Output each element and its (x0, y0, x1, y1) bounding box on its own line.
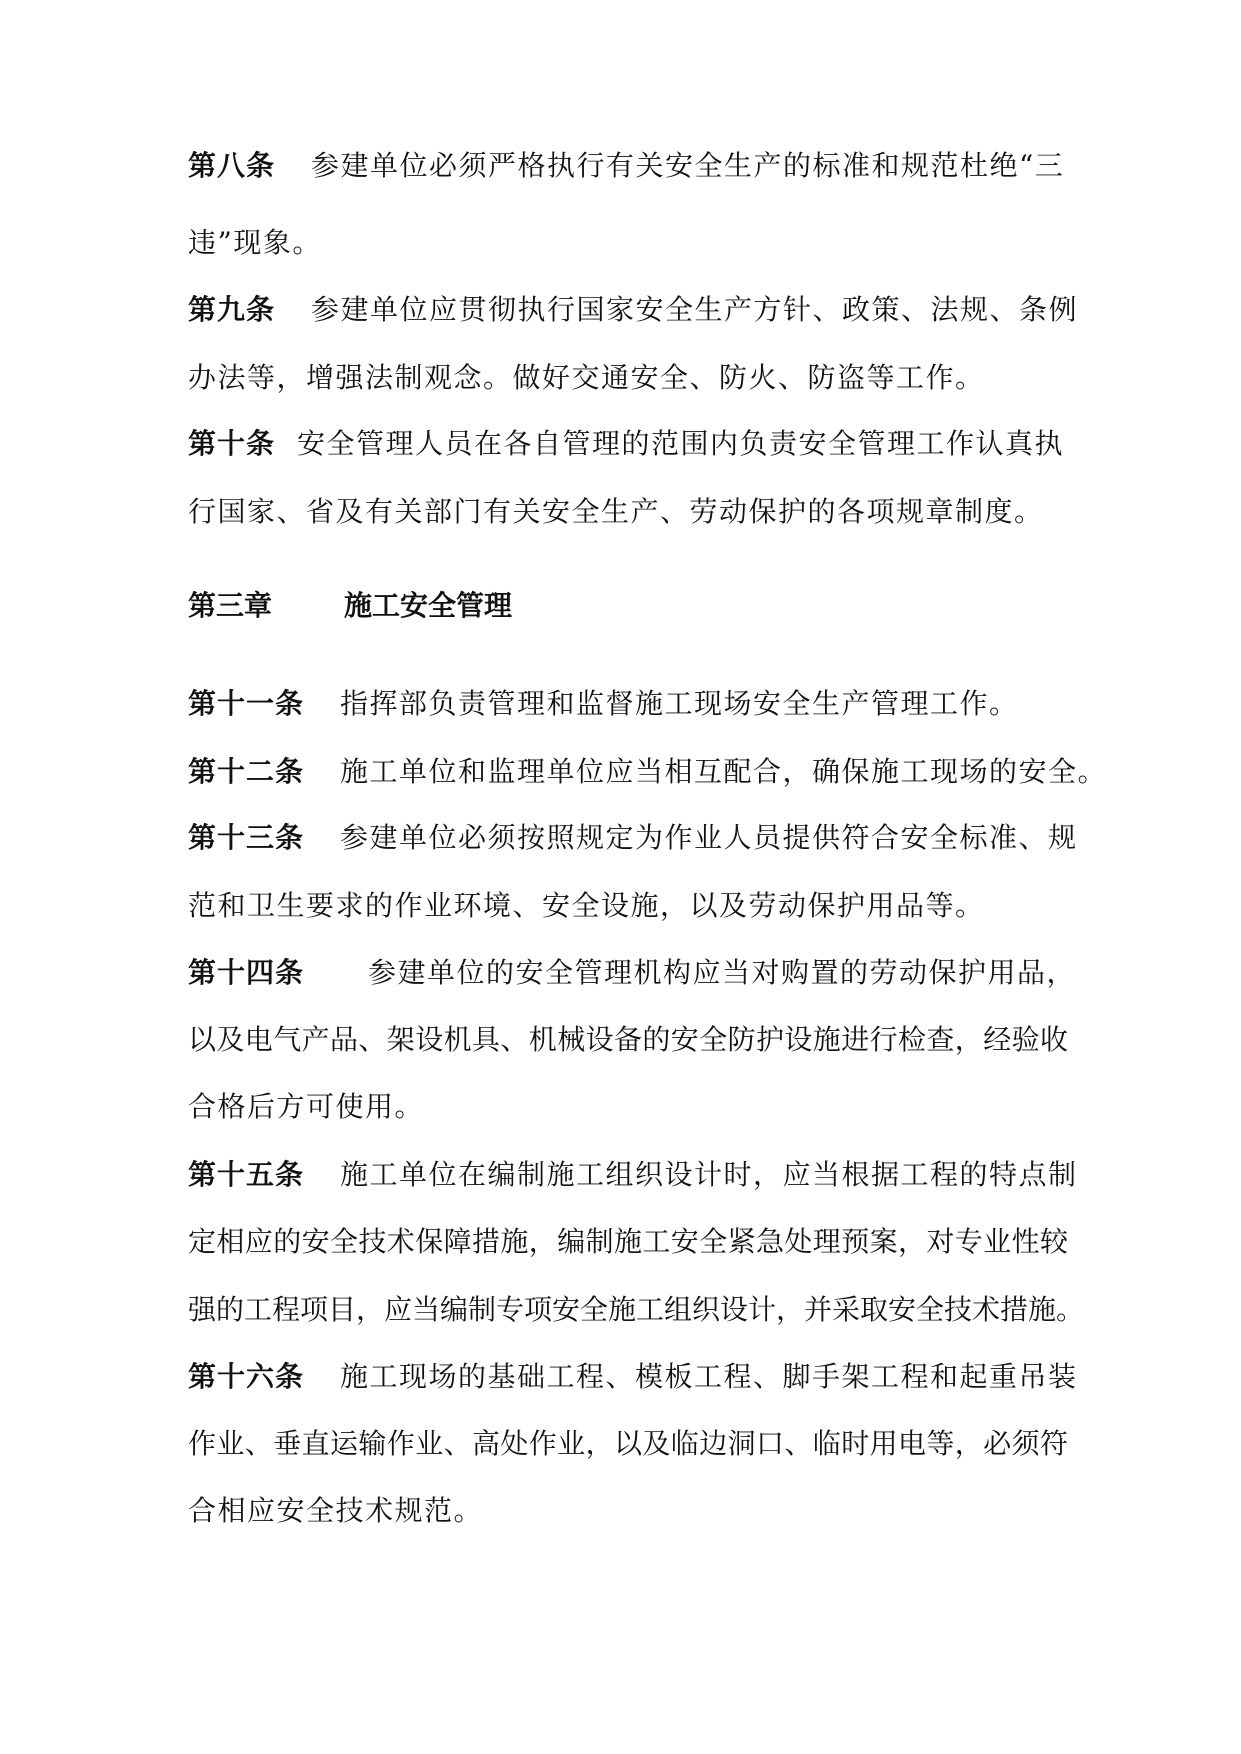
article-text: 参建单位必须按照规定为作业人员提供符合安全标准、规 (340, 821, 1078, 854)
article-8-line-1 (188, 146, 1078, 186)
article-label: 第十一条 (188, 687, 305, 720)
article-text: 行国家、省及有关部门有关安全生产、劳动保护的各项规章制度。 (188, 495, 1044, 528)
article-9-line-1 (188, 290, 1078, 330)
article-15-line-2 (188, 1222, 1078, 1262)
article-16-line-3 (188, 1491, 1078, 1531)
article-text: 以及电气产品、架设机具、机械设备的安全防护设施进行检查，经验收 (188, 1023, 1069, 1056)
chapter-heading (188, 586, 1078, 626)
article-14-line-2 (188, 1020, 1078, 1060)
article-label: 第十条 (188, 427, 276, 460)
article-label: 第九条 (188, 293, 276, 326)
article-10-line-2 (188, 492, 1078, 532)
article-label: 第十六条 (188, 1360, 305, 1393)
article-16-line-1 (188, 1357, 1078, 1397)
article-text: 参建单位应贯彻执行国家安全生产方针、政策、法规、条例 (311, 293, 1079, 326)
article-15-line-1 (188, 1155, 1078, 1195)
article-13-line-1 (188, 818, 1078, 858)
article-label: 第十三条 (188, 821, 305, 854)
article-text: 施工单位和监理单位应当相互配合，确保施工现场的安全。 (340, 755, 1108, 788)
article-14-line-1 (188, 953, 1078, 993)
article-text: 安全管理人员在各自管理的范围内负责安全管理工作认真执 (297, 427, 1065, 460)
article-text: 作业、垂直运输作业、高处作业，以及临边洞口、临时用电等，必须符 (188, 1427, 1069, 1460)
article-label: 第八条 (188, 149, 276, 182)
article-text: 违”现象。 (188, 226, 322, 259)
article-label: 第十四条 (188, 956, 305, 989)
article-text: 合格后方可使用。 (188, 1090, 425, 1123)
chapter-number: 第三章 (188, 589, 273, 622)
article-15-line-3 (188, 1290, 1085, 1330)
article-text: 范和卫生要求的作业环境、安全设施，以及劳动保护用品等。 (188, 889, 985, 922)
article-16-line-2 (188, 1424, 1078, 1464)
article-text: 参建单位的安全管理机构应当对购置的劳动保护用品， (368, 956, 1077, 989)
article-10-line-1 (188, 424, 1078, 464)
article-text: 定相应的安全技术保障措施，编制施工安全紧急处理预案，对专业性较 (188, 1225, 1069, 1258)
article-text: 施工现场的基础工程、模板工程、脚手架工程和起重吊装 (340, 1360, 1078, 1393)
article-14-line-3 (188, 1087, 1078, 1127)
chapter-title: 施工安全管理 (344, 589, 513, 622)
article-text: 强的工程项目，应当编制专项安全施工组织设计，并采取安全技术措施。 (188, 1293, 1085, 1326)
article-9-line-2 (188, 358, 1078, 398)
article-label: 第十五条 (188, 1158, 305, 1191)
article-text: 参建单位必须严格执行有关安全生产的标准和规范杜绝“三 (311, 149, 1065, 182)
article-13-line-2 (188, 886, 1078, 926)
article-11-line-1 (188, 684, 1078, 724)
article-12-line-1 (188, 752, 1108, 792)
article-label: 第十二条 (188, 755, 305, 788)
article-text: 合相应安全技术规范。 (188, 1494, 484, 1527)
article-text: 办法等，增强法制观念。做好交通安全、防火、防盗等工作。 (188, 361, 985, 394)
article-8-line-2 (188, 223, 1078, 263)
article-text: 施工单位在编制施工组织设计时，应当根据工程的特点制 (340, 1158, 1078, 1191)
article-text: 指挥部负责管理和监督施工现场安全生产管理工作。 (340, 687, 1019, 720)
